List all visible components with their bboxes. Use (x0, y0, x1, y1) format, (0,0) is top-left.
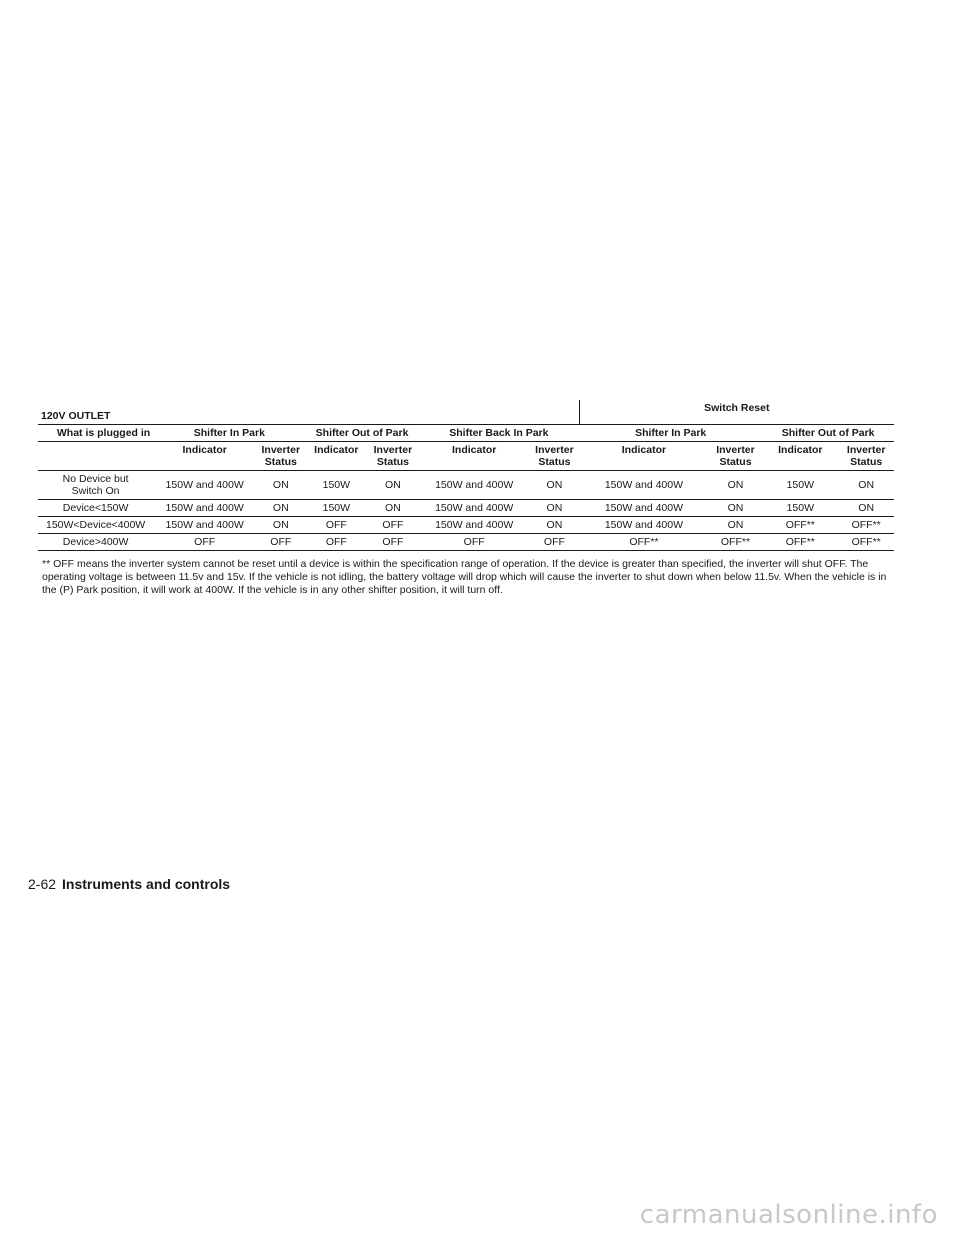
table-cell: OFF** (720, 536, 751, 548)
page-footer (28, 876, 230, 892)
table-cell: ON (385, 479, 401, 491)
table-cell: OFF (543, 536, 565, 548)
switch-reset-header: Switch Reset (579, 400, 894, 425)
indicator-subheader: Indicator (778, 444, 823, 456)
row-label: Device<150W (62, 502, 129, 514)
what-plugged-header: What is plugged in (56, 427, 151, 439)
table-cell: 150W and 400W (604, 519, 684, 531)
indicator-subheader: Indicator (314, 444, 359, 456)
table-body (38, 471, 894, 551)
table-cell: 150W and 400W (165, 502, 244, 514)
table-cell: 150W and 400W (604, 502, 684, 514)
table-cell: ON (385, 502, 401, 514)
table-cell: ON (727, 502, 744, 514)
table-cell: ON (272, 502, 289, 514)
table-cell: 150W and 400W (165, 479, 244, 491)
indicator-subheader: Indicator (621, 444, 667, 456)
empty-subheader (38, 442, 153, 471)
table-cell: OFF** (785, 519, 815, 531)
table-cell: 150W (786, 502, 815, 514)
indicator-subheader: Indicator (452, 444, 497, 456)
table-cell: ON (546, 502, 563, 514)
table-row (38, 471, 894, 500)
inverter-subheader: Inverter Status (373, 444, 413, 468)
table-cell: 150W (322, 502, 351, 514)
table-cell: OFF** (851, 536, 881, 548)
table-cell: OFF** (851, 519, 881, 531)
row-label: 150W<Device<400W (46, 519, 146, 531)
table-cell: OFF (194, 536, 216, 548)
table-cell: ON (272, 519, 289, 531)
table-cell: OFF (325, 519, 347, 531)
table-title: 120V OUTLET (41, 410, 111, 422)
outlet-table-container (38, 400, 894, 551)
row-label: Device>400W (62, 536, 129, 548)
inverter-subheader: Inverter Status (535, 444, 574, 468)
table-cell: ON (272, 479, 289, 491)
table-cell: OFF (382, 519, 404, 531)
group-header: Shifter Out of Park (781, 427, 875, 439)
group-header: Shifter Out of Park (315, 427, 409, 439)
page-number: 2-62 (28, 876, 57, 892)
table-cell: 150W and 400W (435, 502, 514, 514)
inverter-subheader: Inverter Status (716, 444, 755, 468)
group-header: Shifter In Park (193, 427, 265, 439)
group-header: Shifter Back In Park (449, 427, 549, 439)
table-cell: ON (727, 479, 744, 491)
footnote: ** OFF means the inverter system cannot be reset until a device is within the specification range of operation. If the device is greater than specified, the inverter will shut OFF. The operating voltage is between 11.5v and 15v. If the vehicle is not idling, the battery voltage will drop which will cause the inverter to shut down when below 11.5v. When the vehicle is in the (P) Park position, it will work at 400W. If the vehicle is in any other shifter position, it will turn off. (42, 558, 887, 596)
table-cell: ON (858, 502, 875, 514)
table-cell: 150W and 400W (604, 479, 684, 491)
outlet-table (38, 400, 894, 551)
section-title: Instruments and controls (62, 876, 231, 892)
table-cell: ON (546, 479, 563, 491)
table-cell: 150W and 400W (435, 519, 514, 531)
watermark: carmanualsonline.info (639, 1200, 938, 1230)
table-cell: 150W (786, 479, 815, 491)
table-cell: OFF** (785, 536, 815, 548)
table-cell: OFF (463, 536, 485, 548)
table-row (38, 500, 894, 517)
table-cell: ON (727, 519, 744, 531)
table-cell: OFF** (629, 536, 659, 548)
table-cell: OFF (270, 536, 292, 548)
table-cell: OFF (382, 536, 404, 548)
inverter-subheader: Inverter Status (846, 444, 886, 468)
table-cell: 150W and 400W (435, 479, 514, 491)
table-row (38, 517, 894, 534)
table-cell: ON (858, 479, 875, 491)
table-cell: 150W and 400W (165, 519, 244, 531)
table-cell: 150W (322, 479, 351, 491)
inverter-subheader: Inverter Status (261, 444, 301, 468)
table-row (38, 534, 894, 551)
row-label: No Device but Switch On (62, 473, 129, 497)
table-cell: OFF (325, 536, 347, 548)
indicator-subheader: Indicator (182, 444, 227, 456)
table-cell: ON (546, 519, 563, 531)
group-header: Shifter In Park (635, 427, 707, 439)
